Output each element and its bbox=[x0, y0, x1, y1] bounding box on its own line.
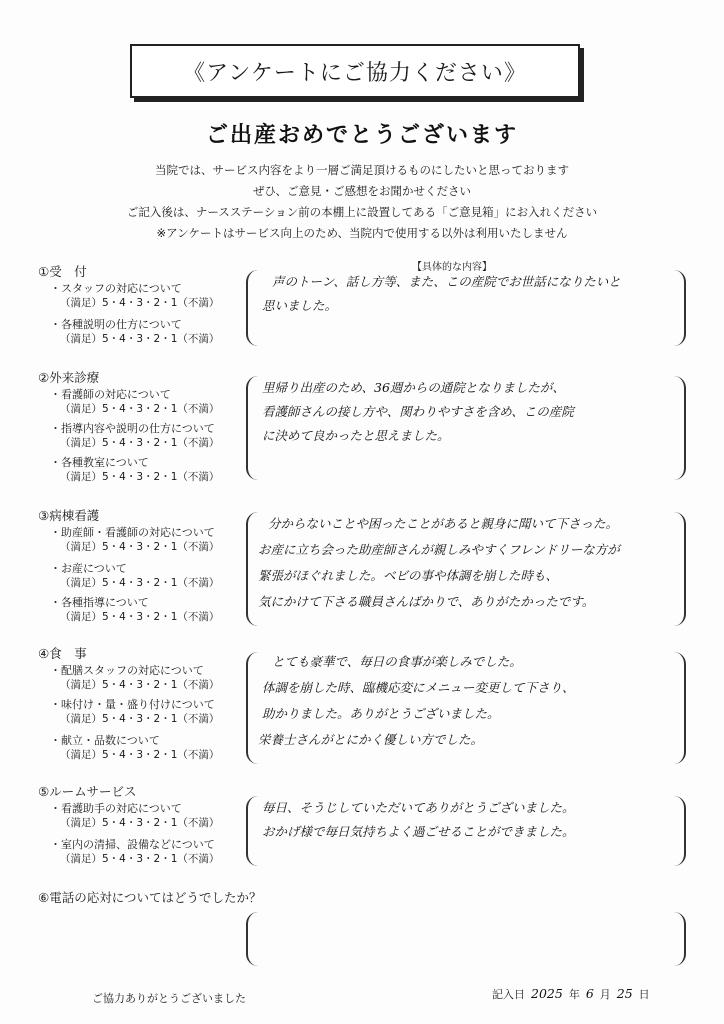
section-outpatient-title: ②外来診療 bbox=[38, 370, 100, 385]
rating-scale[interactable]: （満足）5・4・3・2・1（不満） bbox=[60, 577, 220, 589]
comment-line: 思いました。 bbox=[262, 298, 338, 313]
item-label: ・スタッフの対応について bbox=[50, 282, 182, 295]
survey-title: 《アンケートにご協力ください》 bbox=[183, 60, 527, 86]
item-label: ・各種指導について bbox=[50, 596, 149, 609]
comment-line: 毎日、そうじしていただいてありがとうございました。 bbox=[262, 800, 575, 815]
comment-box-room-service[interactable] bbox=[246, 796, 686, 866]
survey-title-box bbox=[130, 44, 580, 98]
comment-box-meals[interactable] bbox=[246, 652, 686, 764]
rating-scale[interactable]: （満足）5・4・3・2・1（不満） bbox=[60, 541, 220, 553]
comment-line: 緊張がほぐれました。ベビの事や体調を崩した時も、 bbox=[258, 568, 559, 583]
comment-line: お産に立ち会った助産師さんが親しみやすくフレンドリーな方が bbox=[258, 542, 620, 557]
date-month[interactable]: 6 bbox=[585, 986, 594, 1001]
item-label: ・指導内容や説明の仕方について bbox=[50, 422, 215, 435]
section-phone-title: ⑥電話の応対についてはどうでしたか？ bbox=[38, 890, 262, 905]
date-day-unit: 日 bbox=[638, 988, 650, 1001]
section-reception-title: ①受 付 bbox=[38, 264, 87, 279]
section-ward-title: ③病棟看護 bbox=[38, 508, 100, 523]
section-ward-item-1 bbox=[50, 526, 219, 554]
date-day[interactable]: 25 bbox=[616, 986, 633, 1001]
section-meals-item-3 bbox=[50, 734, 219, 762]
date-year[interactable]: 2025 bbox=[531, 986, 563, 1001]
rating-scale[interactable]: （満足）5・4・3・2・1（不満） bbox=[60, 749, 220, 761]
date-label: 記入日 bbox=[492, 988, 525, 1001]
section-ward-item-2 bbox=[50, 562, 219, 590]
rating-scale[interactable]: （満足）5・4・3・2・1（不満） bbox=[60, 403, 220, 415]
comment-line: 看護師さんの接し方や、関わりやすさを含め、この産院 bbox=[262, 404, 574, 419]
item-label: ・味付け・量・盛り付けについて bbox=[50, 698, 215, 711]
section-meals-item-2 bbox=[50, 698, 219, 726]
detail-label: 【具体的な内容】 bbox=[412, 262, 492, 273]
rating-scale[interactable]: （満足）5・4・3・2・1（不満） bbox=[60, 679, 220, 691]
comment-line: おかげ様で毎日気持ちよく過ごせることができました。 bbox=[262, 824, 575, 839]
date-month-unit: 月 bbox=[599, 988, 611, 1001]
item-label: ・配膳スタッフの対応について bbox=[50, 664, 204, 677]
item-label: ・看護師の対応について bbox=[50, 388, 171, 401]
item-label: ・各種説明の仕方について bbox=[50, 318, 182, 331]
comment-box-reception[interactable] bbox=[246, 270, 686, 346]
rating-scale[interactable]: （満足）5・4・3・2・1（不満） bbox=[60, 297, 220, 309]
comment-box-phone[interactable] bbox=[246, 912, 686, 966]
comment-line: 栄養士さんがとにかく優しい方でした。 bbox=[258, 732, 484, 747]
comment-box-ward[interactable] bbox=[246, 512, 686, 626]
comment-line: 声のトーン、話し方等、また、この産院でお世話になりたいと bbox=[272, 274, 621, 289]
section-room-service-item-2 bbox=[50, 838, 219, 866]
comment-line: とても豪華で、毎日の食事が楽しみでした。 bbox=[272, 654, 522, 669]
entry-date bbox=[492, 986, 650, 1002]
comment-line: に決めて良かったと思えました。 bbox=[262, 428, 450, 443]
comment-line: 助かりました。ありがとうございました。 bbox=[262, 706, 500, 721]
intro-line-4: ※アンケートはサービス向上のため、当院内で使用する以外は利用いたしません bbox=[156, 226, 568, 240]
date-year-unit: 年 bbox=[568, 988, 580, 1001]
section-outpatient-item-2 bbox=[50, 422, 219, 450]
item-label: ・室内の清掃、設備などについて bbox=[50, 838, 215, 851]
thanks-message: ご協力ありがとうございました bbox=[92, 992, 246, 1005]
comment-line: 里帰り出産のため、36週からの通院となりましたが、 bbox=[262, 380, 565, 395]
rating-scale[interactable]: （満足）5・4・3・2・1（不満） bbox=[60, 611, 220, 623]
item-label: ・各種教室について bbox=[50, 456, 149, 469]
intro-line-1: 当院では、サービス内容をより一層ご満足頂けるものにしたいと思っております bbox=[155, 163, 569, 177]
rating-scale[interactable]: （満足）5・4・3・2・1（不満） bbox=[60, 817, 220, 829]
comment-line: 体調を崩した時、臨機応変にメニュー変更して下さり、 bbox=[262, 680, 575, 695]
section-reception-item-1 bbox=[50, 282, 219, 310]
section-reception-item-2 bbox=[50, 318, 219, 346]
intro-line-2: ぜひ、ご意見・ご感想をお聞かせください bbox=[252, 184, 472, 198]
intro-line-3: ご記入後は、ナースステーション前の本棚上に設置してある「ご意見箱」にお入れください bbox=[126, 205, 598, 219]
item-label: ・助産師・看護師の対応について bbox=[50, 526, 215, 539]
section-meals-item-1 bbox=[50, 664, 219, 692]
section-meals-title: ④食 事 bbox=[38, 646, 87, 661]
item-label: ・献立・品数について bbox=[50, 734, 160, 747]
section-room-service-item-1 bbox=[50, 802, 219, 830]
rating-scale[interactable]: （満足）5・4・3・2・1（不満） bbox=[60, 471, 220, 483]
congratulations-heading: ご出産おめでとうございます bbox=[205, 123, 518, 148]
rating-scale[interactable]: （満足）5・4・3・2・1（不満） bbox=[60, 333, 220, 345]
section-ward-item-3 bbox=[50, 596, 219, 624]
section-outpatient-item-3 bbox=[50, 456, 219, 484]
rating-scale[interactable]: （満足）5・4・3・2・1（不満） bbox=[60, 437, 220, 449]
comment-box-outpatient[interactable] bbox=[246, 376, 686, 480]
item-label: ・看護助手の対応について bbox=[50, 802, 182, 815]
item-label: ・お産について bbox=[50, 562, 127, 575]
section-room-service-title: ⑤ルームサービス bbox=[38, 784, 137, 799]
comment-line: 気にかけて下さる職員さんばかりで、ありがたかったです。 bbox=[258, 594, 595, 609]
rating-scale[interactable]: （満足）5・4・3・2・1（不満） bbox=[60, 853, 220, 865]
comment-line: 分からないことや困ったことがあると親身に聞いて下さった。 bbox=[268, 516, 619, 531]
rating-scale[interactable]: （満足）5・4・3・2・1（不満） bbox=[60, 713, 220, 725]
section-outpatient-item-1 bbox=[50, 388, 219, 416]
